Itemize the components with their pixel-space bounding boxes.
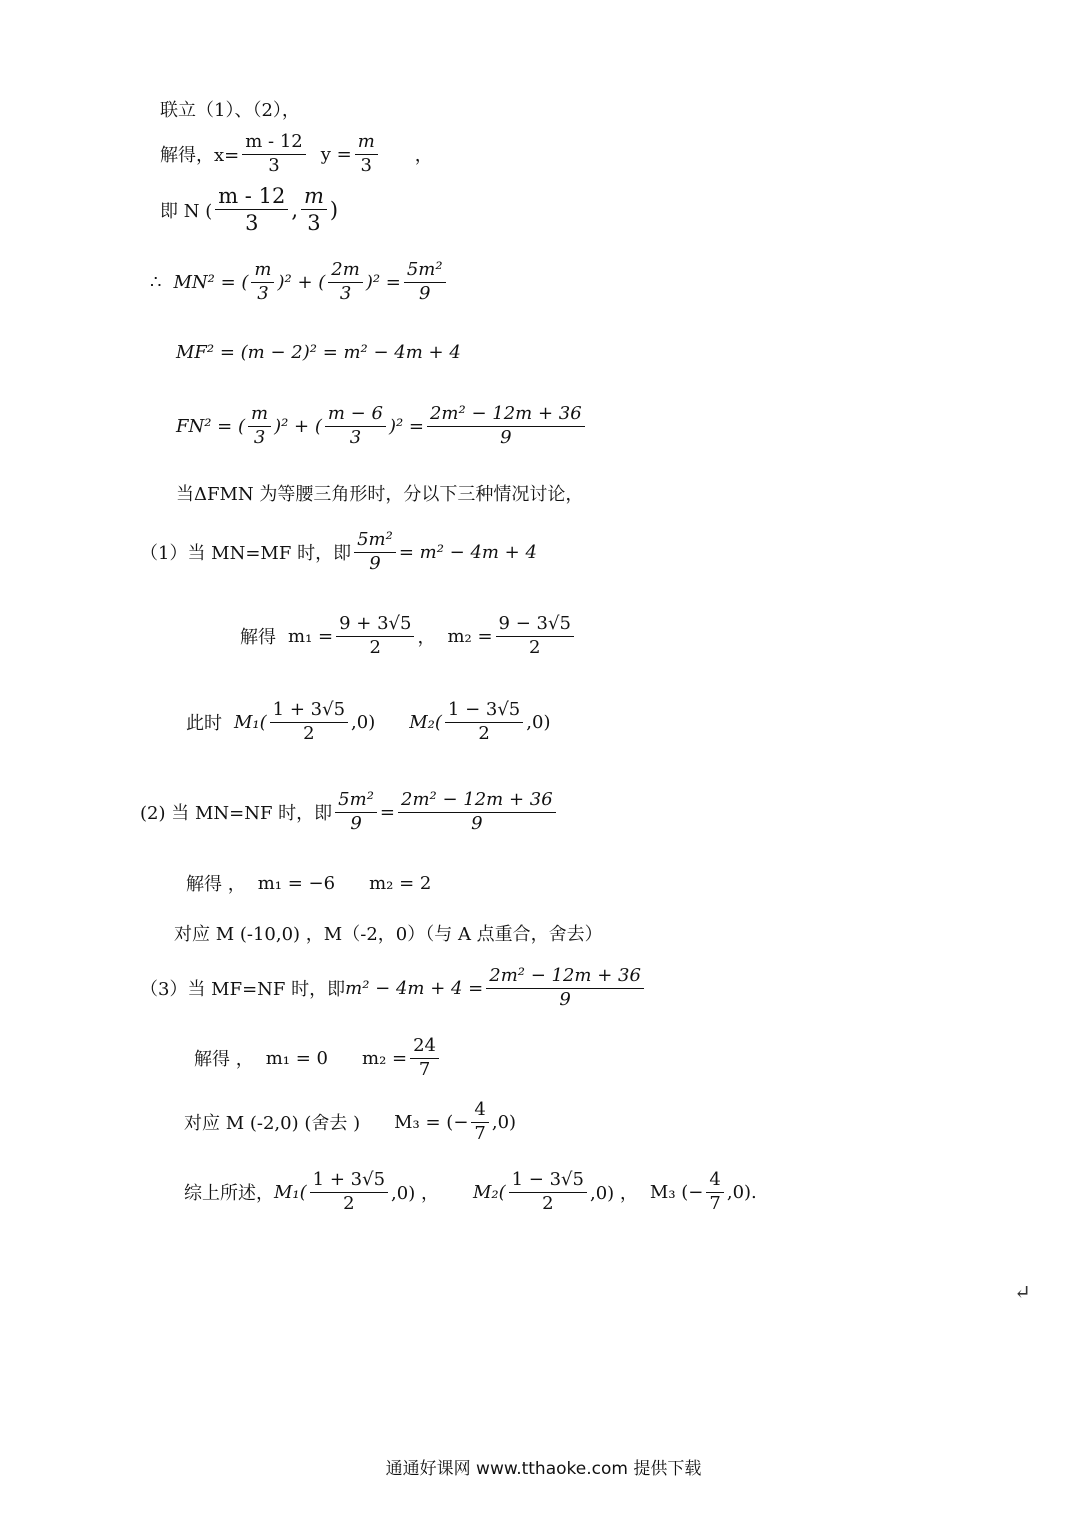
line-text: )² + (	[274, 415, 322, 437]
denominator: 3	[268, 154, 280, 176]
numerator: 1 − 3√5	[509, 1170, 587, 1193]
fraction	[398, 790, 556, 834]
denominator: 9	[350, 812, 362, 834]
summary	[184, 1170, 757, 1214]
therefore-symbol: ∴	[150, 271, 162, 293]
fraction	[486, 966, 644, 1010]
text-line	[176, 480, 583, 506]
line-text: )² + (	[277, 271, 326, 293]
line-text: ,0)	[491, 1111, 517, 1133]
mn-squared	[150, 260, 449, 304]
denominator: 3	[257, 282, 269, 304]
fraction	[706, 1170, 723, 1214]
line-text: ,0)	[526, 711, 551, 733]
mf-squared	[176, 342, 461, 363]
case-1	[140, 530, 537, 574]
line-text: FN² = (	[176, 415, 246, 437]
line-text: （1）当 MN=MF 时，即	[140, 543, 352, 565]
line-text: ,0) ，	[391, 1183, 439, 1205]
numerator: 5m²	[335, 790, 377, 813]
fraction	[248, 404, 271, 448]
denominator: 9	[419, 282, 431, 304]
denominator: 3	[307, 211, 321, 236]
line-text: M₁(	[234, 711, 267, 733]
numerator: m	[251, 260, 274, 283]
line-text: m₁ =	[288, 625, 334, 647]
solution-xy	[160, 132, 433, 176]
denominator: 9	[369, 552, 381, 574]
numerator: 4	[706, 1170, 723, 1193]
line-text: 解得，x=	[160, 145, 240, 167]
denominator: 2	[529, 636, 541, 658]
text-line	[174, 920, 603, 946]
line-text: （3）当 MF=NF 时，即	[140, 979, 346, 1001]
point-n: 即 N ( $\frac{m - 12}{3}$ , $\frac{m}{3}$ )	[160, 184, 339, 236]
line-text: ,0).	[726, 1181, 757, 1203]
numerator: 24	[410, 1036, 439, 1059]
line-text: 解得 ，	[186, 874, 246, 895]
numerator: 2m² − 12m + 36	[398, 790, 556, 813]
line-text: M₂(	[409, 711, 442, 733]
case-2-solution	[186, 870, 431, 896]
line-text: m₁ = −6	[257, 872, 336, 894]
line-text: MF² = (m − 2)² = m² − 4m + 4	[176, 342, 461, 363]
denominator: 9	[471, 812, 483, 834]
line-text: m₂ = 2	[369, 872, 432, 894]
numerator: 5m²	[404, 260, 446, 283]
line-text: m₂ =	[447, 625, 493, 647]
case-3-result	[184, 1100, 516, 1144]
numerator: 1 + 3√5	[310, 1170, 388, 1193]
line-text: 此时	[186, 713, 222, 735]
fraction	[242, 132, 306, 176]
denominator: 3	[253, 426, 266, 448]
denominator: 9	[500, 426, 512, 448]
fraction	[215, 184, 288, 235]
fraction	[328, 260, 363, 304]
line-text: 解得 ，	[194, 1049, 254, 1071]
fn-squared	[176, 404, 588, 448]
numerator: 4	[471, 1100, 488, 1123]
numerator: 1 − 3√5	[445, 700, 523, 723]
denominator: 9	[559, 988, 571, 1010]
fraction	[310, 1170, 388, 1214]
line-text: ,0) ，	[589, 1183, 638, 1205]
numerator: 9 + 3√5	[336, 614, 414, 637]
fraction	[471, 1100, 488, 1144]
fraction	[445, 700, 523, 744]
line-text: (2) 当 MN=NF 时，即	[140, 803, 333, 825]
case-1-solution	[240, 614, 577, 658]
denominator: 3	[245, 211, 259, 236]
denominator: 2	[542, 1192, 554, 1214]
case-3-solution	[194, 1036, 442, 1080]
fraction	[410, 1036, 439, 1080]
line-text: 对应 M (-10,0) ，M（-2，0）（与 A 点重合，舍去）	[174, 924, 603, 945]
fraction	[325, 404, 386, 448]
line-text: 对应 M (-2,0) (舍去 )	[184, 1113, 361, 1135]
fraction	[496, 614, 574, 658]
line-text: = m² − 4m + 4	[398, 541, 537, 563]
denominator: 3	[360, 154, 372, 176]
denominator: 3	[349, 426, 362, 448]
line-text: )² =	[388, 415, 424, 437]
line-text: MN² = (	[173, 271, 249, 293]
line-text: ，	[417, 627, 436, 649]
denominator: 2	[303, 722, 315, 744]
fraction	[355, 132, 378, 176]
denominator: 3	[339, 282, 352, 304]
line-text: )² =	[365, 271, 401, 293]
denominator: 7	[418, 1058, 431, 1080]
fraction	[270, 700, 348, 744]
denominator: 7	[709, 1192, 721, 1214]
fraction	[354, 530, 396, 574]
fraction	[301, 184, 327, 235]
numerator: 5m²	[354, 530, 396, 553]
line-text: m₂ =	[362, 1047, 408, 1069]
line-text: M₁(	[274, 1181, 307, 1203]
numerator: m	[355, 132, 378, 155]
denominator: 2	[478, 722, 490, 744]
line-text: y =	[320, 143, 352, 165]
numerator: m - 12	[215, 184, 288, 210]
line-text: ,0)	[351, 711, 376, 733]
numerator: 9 − 3√5	[496, 614, 574, 637]
numerator: 2m² − 12m + 36	[486, 966, 644, 989]
page-footer: 通通好课网 www.tthaoke.com 提供下载	[385, 1459, 702, 1479]
fraction	[509, 1170, 587, 1214]
numerator: 2m	[328, 260, 363, 283]
denominator: 2	[369, 636, 381, 658]
line-text: M₃ (−	[649, 1181, 704, 1203]
case-2	[140, 790, 559, 834]
numerator: 2m² − 12m + 36	[427, 404, 585, 427]
paragraph-mark: ↵	[1014, 1280, 1031, 1304]
line-text: =	[379, 801, 396, 823]
numerator: m - 12	[242, 132, 306, 155]
line-text: 即 N (	[160, 200, 213, 222]
line-text: m₁ = 0	[265, 1047, 328, 1069]
line-text: M₃ = (−	[394, 1111, 469, 1133]
text-line	[160, 96, 300, 122]
case-1-points	[186, 700, 550, 744]
line-text: 解得	[240, 627, 276, 649]
numerator: m − 6	[325, 404, 386, 427]
fraction	[404, 260, 446, 304]
line-text: M₂(	[472, 1181, 506, 1203]
line-text: 当ΔFMN 为等腰三角形时，分以下三种情况讨论，	[176, 484, 584, 505]
line-text: 联立（1）、（2），	[160, 100, 300, 121]
numerator: m	[301, 184, 327, 210]
denominator: 2	[343, 1192, 355, 1214]
denominator: 7	[474, 1122, 486, 1144]
line-text: )	[329, 197, 339, 222]
fraction	[336, 614, 414, 658]
numerator: m	[248, 404, 271, 427]
case-3	[140, 966, 647, 1010]
line-text: 综上所述，	[184, 1183, 274, 1205]
fraction	[335, 790, 377, 834]
line-text: m² − 4m + 4 =	[345, 977, 484, 999]
line-text: ，	[414, 145, 433, 167]
fraction	[427, 404, 585, 448]
numerator: 1 + 3√5	[270, 700, 348, 723]
fraction	[251, 260, 274, 304]
